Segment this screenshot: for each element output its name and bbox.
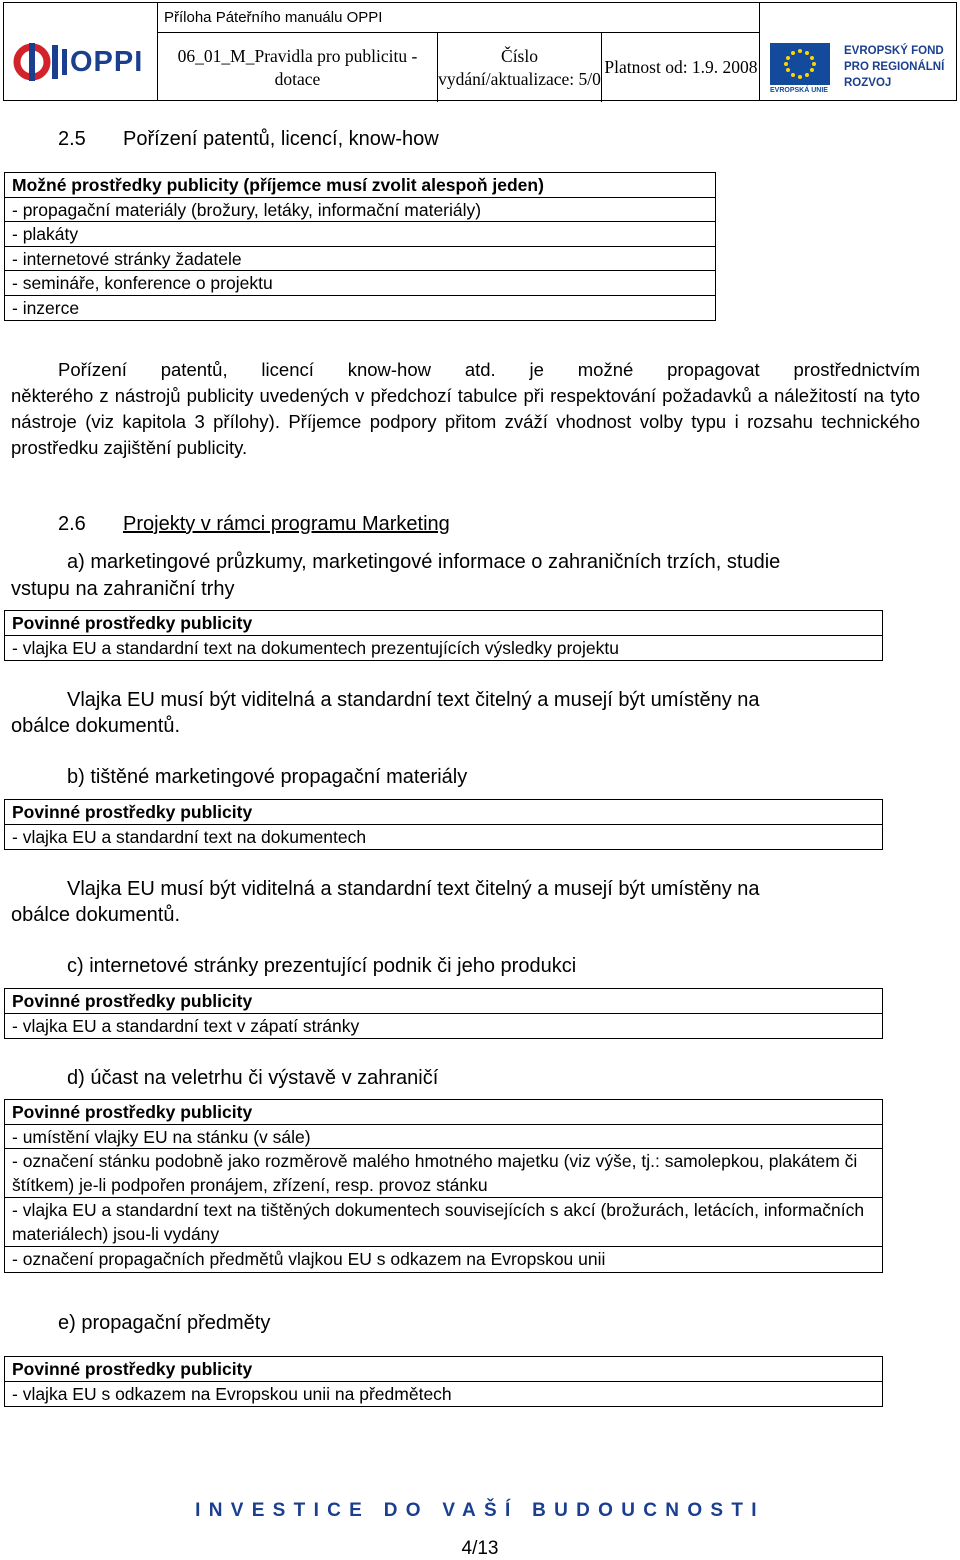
oppi-logo-text: OPPI <box>70 46 144 78</box>
manual-title: Příloha Páteřního manuálu OPPI <box>158 3 760 33</box>
table-row: - umístění vlajky EU na stánku (v sále) <box>5 1125 882 1150</box>
paragraph-2-5: některého z nástrojů publicity uvedených v předchozí tabulce při respektování požadavků a náležitostí na tyto nástroje (viz kapitola 3 přílohy). Příjemce podpory přitom zváží vhodnost volby typu i rozsahu technického prostředku zajištění publicity. <box>11 385 920 458</box>
eu-flag-label: EVROPSKÁ UNIE <box>770 87 828 94</box>
table-row: - plakáty <box>5 222 715 247</box>
table-header: Možné prostředky publicity (příjemce musí zvolit alespoň jeden) <box>5 173 715 198</box>
subsection-b-heading: b) tištěné marketingové propagační materiály <box>67 766 468 788</box>
note-a-cont: obálce dokumentů. <box>11 715 181 737</box>
eu-logo <box>760 3 958 100</box>
eu-fund-name: EVROPSKÝ FOND PRO REGIONÁLNÍ ROZVOJ <box>844 45 945 89</box>
eu-stars-icon <box>770 43 830 85</box>
page-number: 4/13 <box>461 1538 499 1559</box>
oppi-logo <box>4 3 158 100</box>
table-c <box>4 988 883 1039</box>
page-header <box>3 2 957 101</box>
table-header: Povinné prostředky publicity <box>5 1100 882 1125</box>
table-row: - vlajka EU a standardní text na dokumentech prezentujících výsledky projektu <box>12 637 619 658</box>
section-number-2-6: 2.6 <box>58 513 86 535</box>
oppi-logo-icon <box>12 39 70 85</box>
table-e <box>4 1356 883 1407</box>
header-info <box>158 3 760 100</box>
subsection-a-heading: a) marketingové průzkumy, marketingové informace o zahraničních trzích, studie <box>67 551 781 573</box>
table-row: - internetové stránky žadatele <box>5 247 715 272</box>
table-row: - vlajka EU a standardní text v zápatí stránky <box>12 1015 360 1036</box>
section-number-2-5: 2.5 <box>58 128 86 150</box>
publicity-options-table <box>4 172 716 321</box>
section-title-2-6: Projekty v rámci programu Marketing <box>123 513 450 535</box>
table-row: - vlajka EU a standardní text na tištěných dokumentech souvisejících s akcí (brožurách, letácích, informačních materiálech) jsou-li vydány <box>5 1198 882 1247</box>
document-id: 06_01_M_Pravidla pro publicitu - dotace <box>158 33 438 102</box>
table-row: - vlajka EU a standardní text na dokumentech <box>12 826 367 847</box>
note-a: Vlajka EU musí být viditelná a standardní text čitelný a musejí být umístěny na <box>67 689 760 711</box>
valid-from: Platnost od: 1.9. 2008 <box>604 57 758 77</box>
table-row: - propagační materiály (brožury, letáky, informační materiály) <box>5 198 715 223</box>
table-row: - označení stánku podobně jako rozměrově malého hmotného majetku (viz výše, tj.: samolepkou, plakátem či štítkem) je-li podpořen pronájem, zřízení, resp. provoz stánku <box>5 1149 882 1198</box>
table-header: Povinné prostředky publicity <box>5 989 882 1014</box>
subsection-c-heading: c) internetové stránky prezentující podnik či jeho produkci <box>67 955 577 977</box>
eu-flag-icon <box>770 43 830 85</box>
section-title-2-5: Pořízení patentů, licencí, know-how <box>123 128 439 150</box>
note-b: Vlajka EU musí být viditelná a standardní text čitelný a musejí být umístěny na <box>67 878 760 900</box>
footer-slogan: INVESTICE DO VAŠÍ BUDOUCNOSTI <box>195 1500 765 1521</box>
table-header: Povinné prostředky publicity <box>5 611 882 636</box>
table-row: - semináře, konference o projektu <box>5 271 715 296</box>
table-header: Povinné prostředky publicity <box>5 1357 882 1382</box>
subsection-a-heading-cont: vstupu na zahraniční trhy <box>11 578 235 600</box>
table-b <box>4 799 883 850</box>
table-row: - inzerce <box>12 297 80 318</box>
subsection-d-heading: d) účast na veletrhu či výstavě v zahraničí <box>67 1067 439 1089</box>
subsection-e-heading: e) propagační předměty <box>58 1312 271 1334</box>
note-b-cont: obálce dokumentů. <box>11 904 181 926</box>
table-row: - vlajka EU s odkazem na Evropskou unii na předmětech <box>12 1383 452 1404</box>
paragraph-2-5-line1: Pořízení patentů, licencí know-how atd. je možné propagovat prostřednictvím <box>58 359 920 380</box>
table-d <box>4 1099 883 1273</box>
table-header: Povinné prostředky publicity <box>5 800 882 825</box>
version-label: Číslo vydání/aktualizace: 5/0 <box>438 33 602 102</box>
table-row: - označení propagačních předmětů vlajkou EU s odkazem na Evropskou unii <box>12 1249 606 1269</box>
table-a <box>4 610 883 661</box>
